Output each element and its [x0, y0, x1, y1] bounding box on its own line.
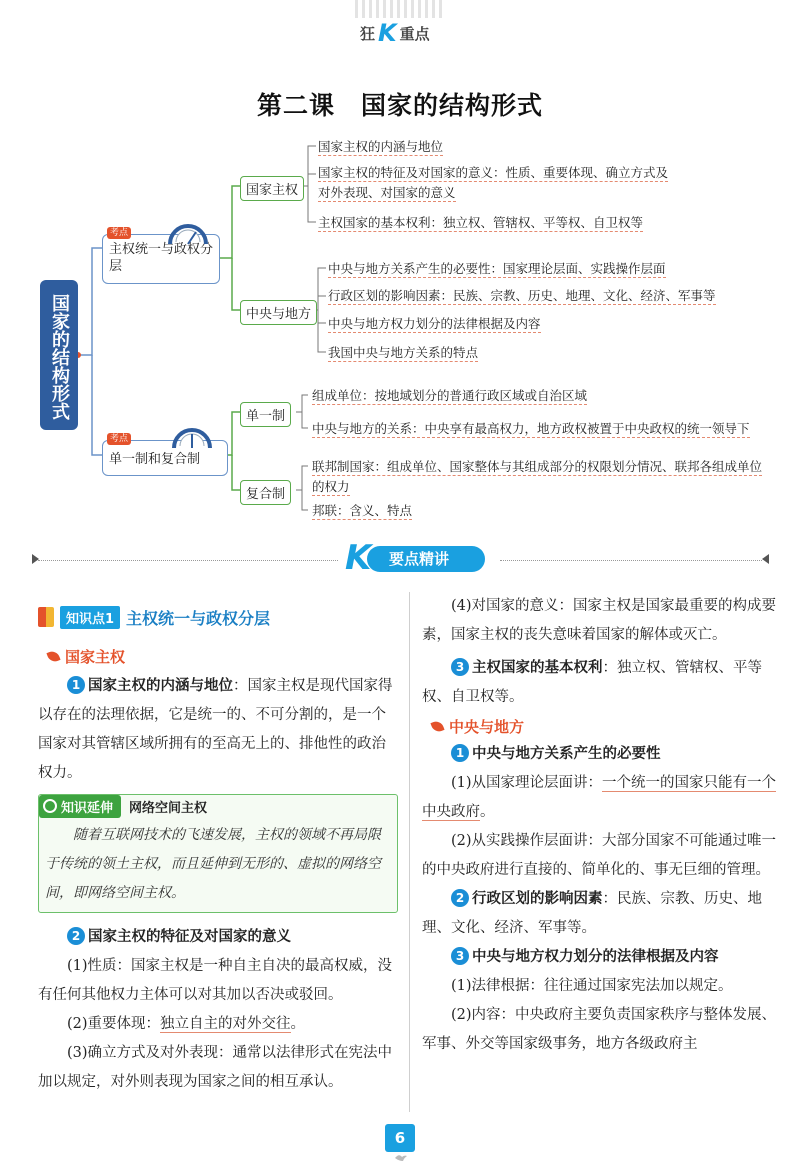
paragraph: (3)确立方式及对外表现：通常以法律形式在宪法中加以规定，对外则表现为国家之间的相互承认。	[38, 1045, 393, 1090]
mindmap-leaf	[312, 387, 587, 405]
page-number: 6	[385, 1124, 415, 1152]
book-icon	[38, 607, 54, 627]
bird-icon	[394, 1152, 408, 1162]
leaf-text: 国家主权的特征及对国家的意义：性质、重要体现、确立方式及	[318, 165, 669, 180]
gauge-icon	[166, 220, 210, 246]
item-text: ：民族、宗教、历史、地理、文化、经济、军事等。	[422, 891, 762, 936]
item-heading: 中央与地方权力划分的法律根据及内容	[472, 949, 719, 965]
arrow-left-icon	[762, 554, 769, 564]
mindmap-leaf	[318, 138, 443, 156]
paragraph-r1-heading	[422, 740, 778, 769]
mindmap-leaf	[318, 184, 456, 202]
leaf-text: 主权国家的基本权利：独立权、管辖权、平等权、自卫权等	[318, 215, 644, 230]
text-run: 。	[290, 1016, 306, 1032]
mindmap-node-unitary: 单一制	[240, 402, 291, 427]
item-text: ：国家主权是现代国家得以存在的法理依据，它是统一的、不可分割的，是一个国家对其管辖区域所拥有的至高无上的、排他性的政治权力。	[38, 678, 393, 781]
leaf-text: 对外表现、对国家的意义	[318, 185, 456, 200]
leaf-icon	[430, 719, 444, 733]
paragraph: (4)对国家的意义：国家主权是国家最重要的构成要素，国家主权的丧失意味着国家的解体或灭亡。	[422, 598, 777, 643]
gauge-icon	[170, 424, 214, 450]
banner-label: 要点精讲	[367, 546, 485, 572]
number-badge: 3	[451, 947, 469, 965]
mindmap-node-compound: 复合制	[240, 480, 291, 505]
extension-header	[39, 793, 397, 819]
item-text: ：独立权、管辖权、平等权、自卫权等。	[422, 660, 762, 705]
subheading-text: 中央与地方	[449, 717, 525, 736]
brand-left-text: 狂	[360, 24, 376, 43]
leaf-text: 行政区划的影响因素：民族、宗教、历史、地理、文化、经济、军事等	[328, 288, 716, 303]
item-heading: 行政区划的影响因素	[472, 891, 603, 907]
paragraph	[38, 1010, 398, 1039]
number-badge: 1	[67, 676, 85, 694]
mindmap-node-sovereignty: 国家主权	[240, 176, 304, 201]
item-heading: 主权国家的基本权利	[472, 660, 603, 676]
leaf-text: 组成单位：按地域划分的普通行政区域或自治区域	[312, 388, 588, 403]
leaf-text: 联邦制国家：组成单位、国家整体与其组成部分的权限划分情况、联邦各组成单位	[312, 459, 763, 474]
number-badge: 2	[67, 927, 85, 945]
mindmap-leaf	[312, 420, 750, 438]
leaf-text: 国家主权的内涵与地位	[318, 139, 444, 154]
paragraph-item3	[422, 654, 778, 712]
underlined-text: 一个统一的国家只能有一个中央政府	[422, 775, 777, 820]
paragraph: (1)法律根据：往往通过国家宪法加以规定。	[451, 978, 733, 994]
mindmap-leaf	[318, 164, 668, 182]
topic-label: 单一制和复合制	[109, 452, 201, 467]
paragraph: (1)性质：国家主权是一种自主自决的最高权威，没有任何其他权力主体可以对其加以否决或驳回。	[38, 958, 393, 1003]
mindmap-leaf	[312, 478, 350, 496]
leaf-icon	[46, 649, 60, 663]
mindmap-leaf	[312, 502, 412, 520]
paragraph-r3-heading	[422, 943, 778, 972]
leaf-text: 中央与地方权力划分的法律根据及内容	[328, 316, 541, 331]
paragraph	[422, 769, 778, 827]
knowledge-point-title: 主权统一与政权分层	[126, 608, 271, 628]
mindmap-leaf	[328, 287, 716, 305]
text-run: 。	[480, 804, 495, 820]
extension-box	[38, 794, 398, 913]
text-run: (2)重要体现：	[67, 1016, 161, 1032]
mindmap-leaf	[328, 260, 666, 278]
subheading-text: 国家主权	[65, 647, 126, 666]
mindmap-leaf	[328, 344, 478, 362]
banner-line-left	[38, 560, 338, 561]
text-run: (1)从国家理论层面讲：	[451, 775, 603, 791]
extension-tag	[39, 795, 121, 818]
underlined-text: 独立自主的对外交往	[160, 1016, 291, 1032]
knowledge-point-tag: 知识点1	[60, 606, 120, 629]
item-heading: 中央与地方关系产生的必要性	[472, 746, 661, 762]
paragraph-item2-heading	[38, 923, 398, 952]
column-divider	[409, 592, 410, 1112]
mindmap-node-central-local: 中央与地方	[240, 300, 317, 325]
extension-title: 网络空间主权	[129, 800, 208, 816]
item-heading: 国家主权的特征及对国家的意义	[88, 929, 291, 945]
paragraph-r2	[422, 885, 778, 943]
section-banner	[345, 540, 495, 576]
number-badge: 3	[451, 658, 469, 676]
leaf-text: 中央与地方的关系：中央享有最高权力，地方政权被置于中央政权的统一领导下	[312, 421, 750, 436]
clock-icon	[43, 799, 57, 813]
subheading-sovereignty	[38, 642, 398, 670]
arrow-right-icon	[32, 554, 39, 564]
mindmap-leaf	[312, 458, 762, 476]
topic-tag: 考点	[107, 227, 131, 239]
mindmap-leaf	[328, 315, 541, 333]
banner-line-right	[500, 560, 762, 561]
number-badge: 1	[451, 744, 469, 762]
topic-label: 主权统一与政权分层	[109, 242, 214, 274]
leaf-text: 邦联：含义、特点	[312, 503, 413, 518]
topic-tag: 考点	[107, 433, 131, 445]
mindmap-leaf	[318, 214, 643, 232]
left-column	[38, 604, 398, 1097]
brand-k-letter: K	[378, 19, 397, 47]
right-column	[422, 592, 778, 1059]
extension-body: 随着互联网技术的飞速发展，主权的领域不再局限于传统的领土主权，而且延伸到无形的、虚拟的网络空间，即网络空间主权。	[45, 827, 381, 901]
item-heading: 国家主权的内涵与地位	[88, 678, 233, 694]
paragraph: (2)从实践操作层面讲：大部分国家不可能通过唯一的中央政府进行直接的、简单化的、事无巨细的管理。	[422, 833, 777, 878]
mindmap-root: 国家的结构形式	[40, 280, 78, 430]
extension-tag-text: 知识延伸	[61, 800, 114, 816]
number-badge: 2	[451, 889, 469, 907]
leaf-text: 的权力	[312, 479, 350, 494]
knowledge-point-header	[38, 604, 398, 630]
lesson-title: 第二课 国家的结构形式	[256, 91, 543, 120]
paragraph: (2)内容：中央政府主要负责国家秩序与整体发展、军事、外交等国家级事务，地方各级政府主	[422, 1007, 777, 1052]
subheading-central-local	[422, 712, 778, 740]
paragraph-item1	[38, 672, 398, 788]
banner-k-letter: K	[345, 538, 372, 578]
leaf-text: 我国中央与地方关系的特点	[328, 345, 479, 360]
brand-right-text: 重点	[399, 24, 430, 43]
leaf-text: 中央与地方关系产生的必要性：国家理论层面、实践操作层面	[328, 261, 666, 276]
